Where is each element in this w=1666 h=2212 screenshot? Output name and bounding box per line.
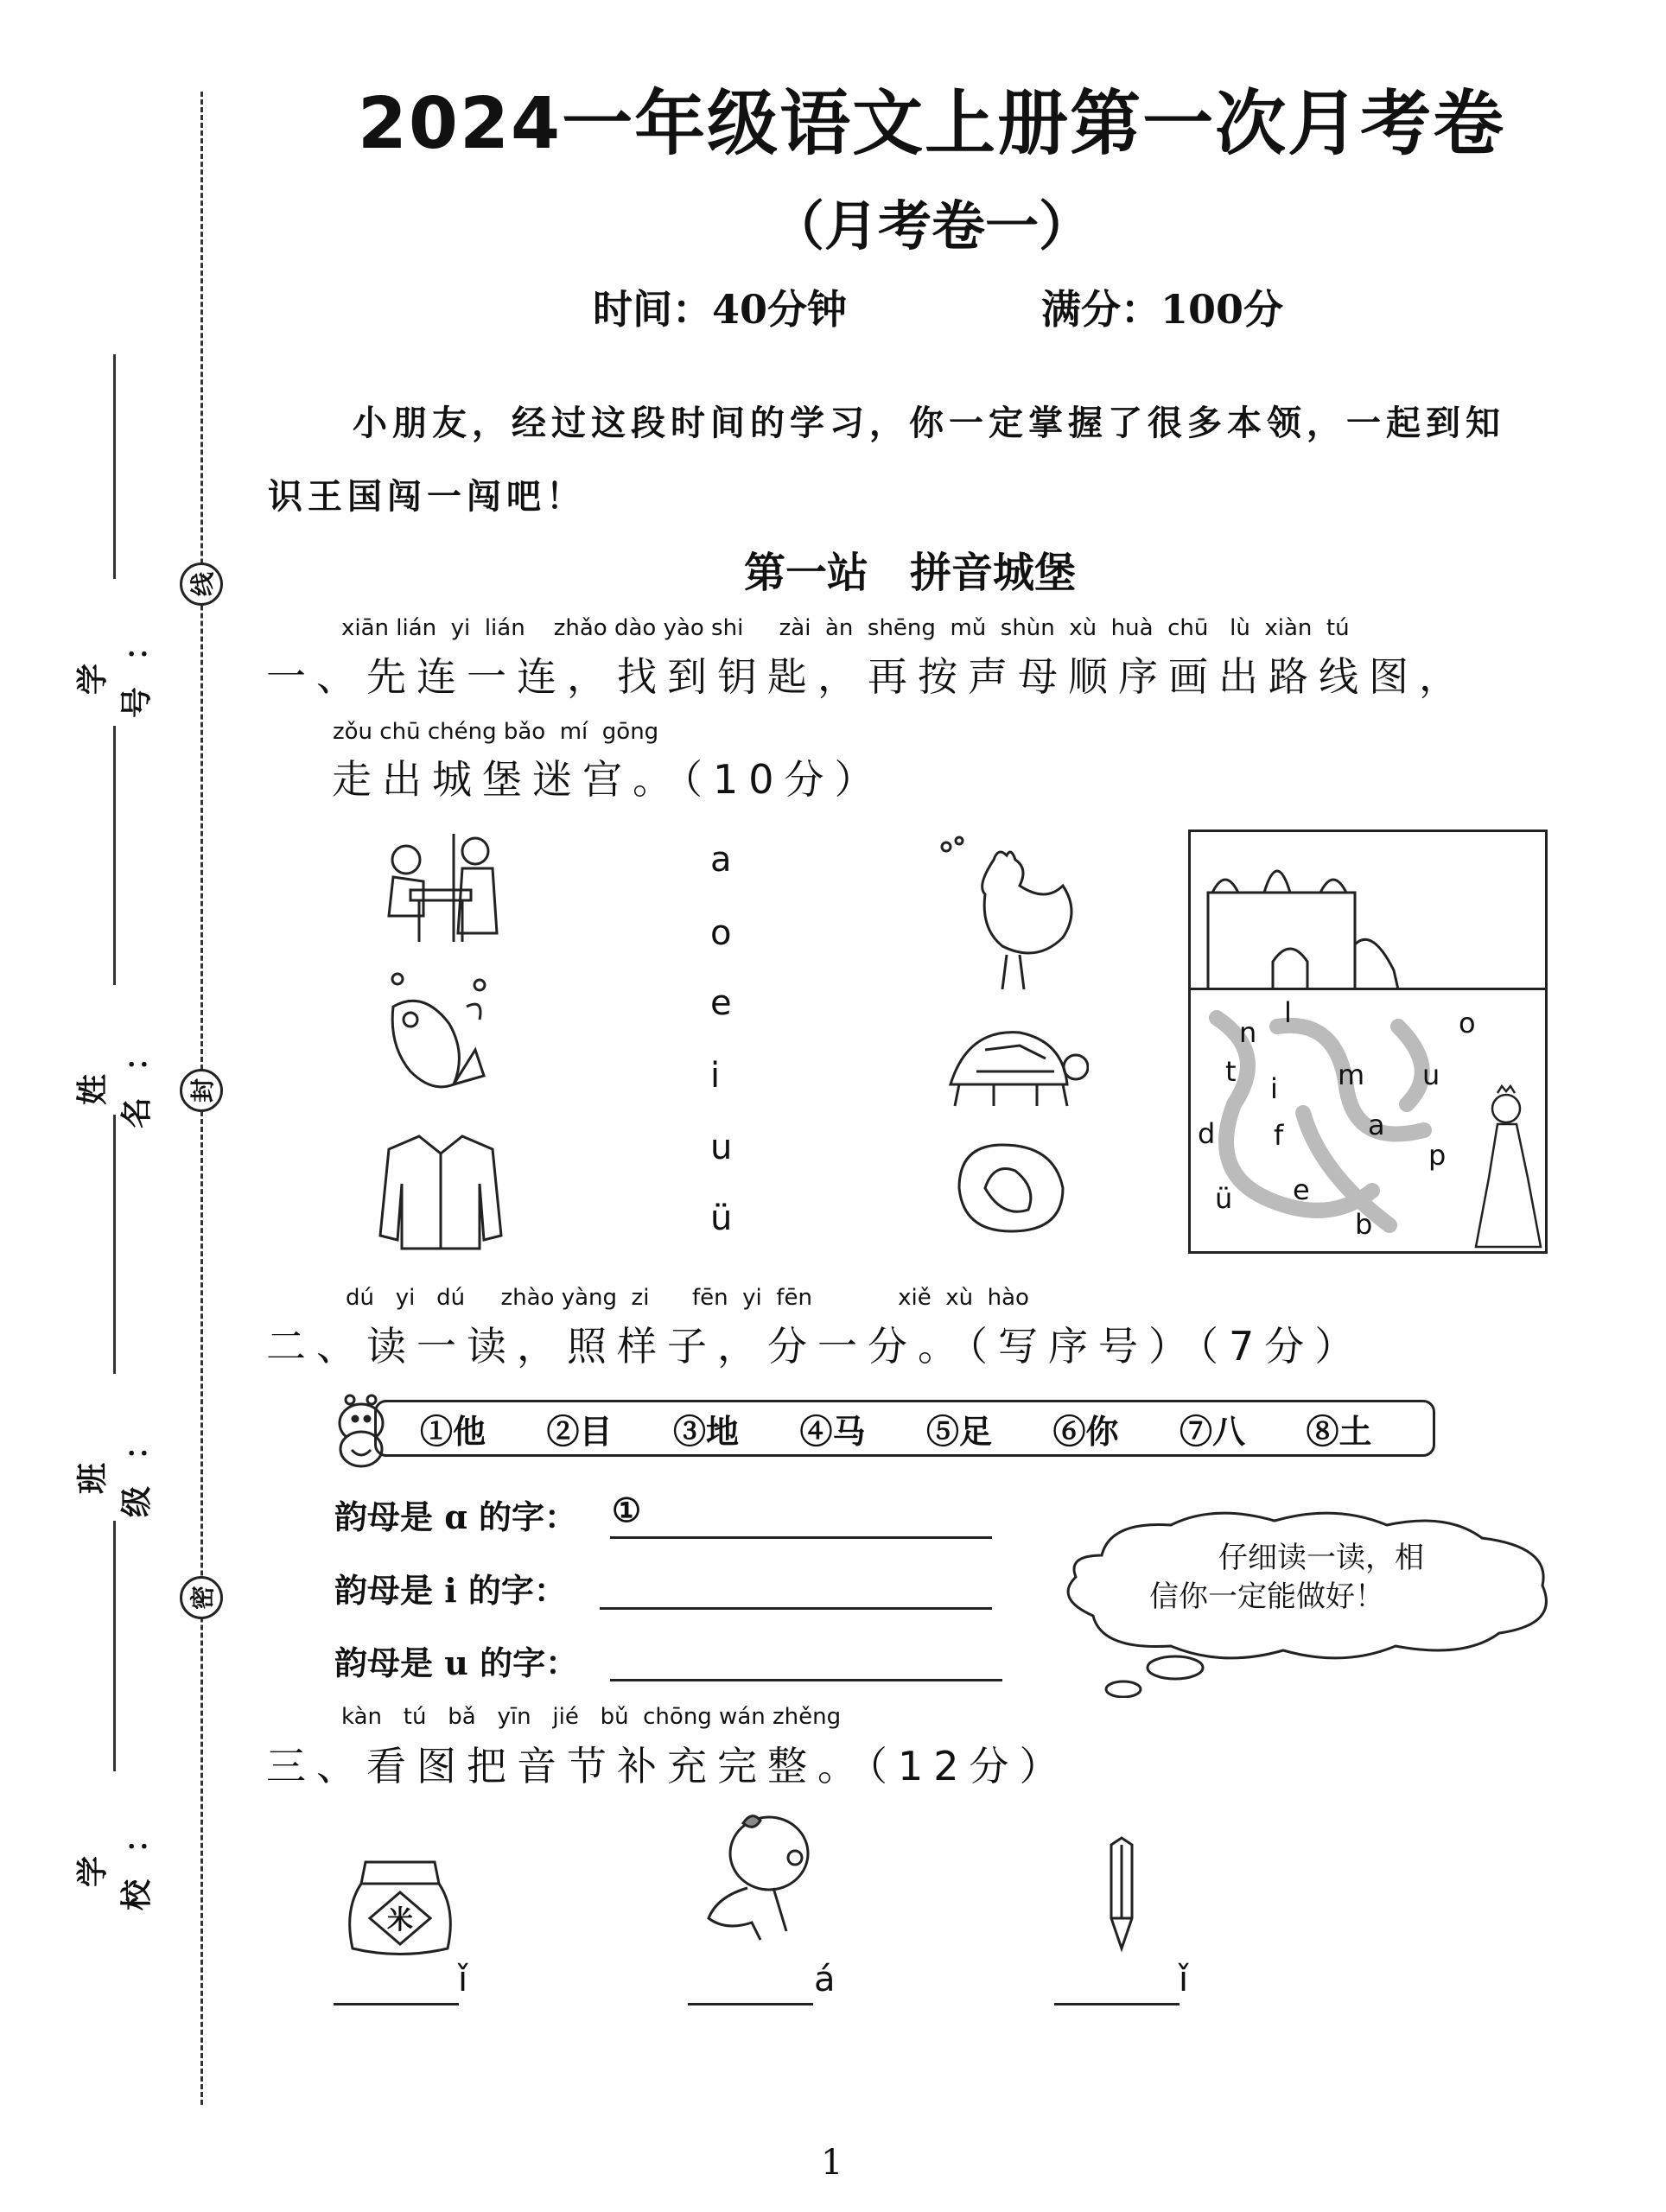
option-4: ④马 [799,1411,866,1451]
maze-letter: m [1338,1058,1365,1091]
option-3: ③地 [673,1411,740,1451]
vowel-i: i [710,1056,721,1096]
maze-letter: l [1284,996,1292,1029]
q1-title-line-1: 一、先连一连，找到钥匙，再按声母顺序画出路线图， [266,653,1469,700]
exam-time: 时间：40分钟 [593,286,848,333]
vowel-u: u [710,1128,733,1167]
page-title: 2024一年级语文上册第一次月考卷 [357,83,1506,165]
row-final-u-label: 韵母是 u 的字： [334,1643,579,1682]
maze-letter: ü [1215,1182,1233,1215]
name-field[interactable] [113,726,116,985]
class-label: 班级： [75,1402,155,1517]
seal-mi: 密 [180,1576,223,1619]
q2-pinyin: dú yi dú zhào yàng zi fēn yi fēn xiě xù hào [346,1285,1029,1311]
q3-title: 三、看图把音节补充完整。（12分） [266,1743,1070,1789]
q1-pinyin-1: xiān lián yi lián zhǎo dào yào shi zài àn shēng mǔ shùn xù huà chū lù xiàn tú [341,615,1350,641]
maze-letter: e [1293,1173,1310,1206]
character-options [374,1400,1435,1457]
rice-character: 米 [387,1905,413,1936]
maze-letter: o [1459,1007,1476,1039]
picture-doctor-patient [372,830,510,950]
seal-xian: 线 [180,563,223,606]
school-field[interactable] [113,1521,116,1771]
option-8: ⑧土 [1306,1411,1372,1451]
q2-title: 二、读一读，照样子，分一分。（写序号）（7分） [266,1323,1365,1370]
picture-pencil [1104,1836,1139,1953]
option-5: ⑤足 [926,1411,993,1451]
name-label: 姓名： [75,1014,155,1128]
cloud-text-line-2: 信你一定能做好！ [1149,1580,1384,1614]
row-final-a-blank[interactable] [610,1536,992,1539]
princess-icon [1472,1083,1545,1251]
vowel-o: o [710,913,732,953]
option-1: ①他 [420,1411,486,1451]
page-subtitle: （月考卷一） [770,194,1092,257]
option-7: ⑦八 [1180,1411,1246,1451]
blank-rice[interactable] [334,2003,459,2005]
maze-letter: f [1274,1119,1284,1152]
q3-pinyin: kàn tú bǎ yīn jié bǔ chōng wán zhěng [341,1704,842,1730]
suffix-baby: á [814,1960,836,1999]
castle-maze[interactable] [1188,830,1548,1254]
maze-letter: n [1239,1016,1257,1049]
suffix-pencil: ǐ [1179,1960,1189,1999]
option-6: ⑥你 [1052,1411,1119,1451]
page-number: 1 [821,2143,843,2183]
blank-pencil[interactable] [1054,2003,1180,2005]
student-number-label: 学号： [75,603,155,718]
intro-line-2: 识王国闯一闯吧！ [268,476,586,517]
maze-letter: b [1355,1208,1373,1241]
q1-title-line-2: 走出城堡迷宫。（10分） [332,756,885,803]
section-heading: 第一站 拼音城堡 [743,549,1076,597]
maze-letter: d [1198,1117,1216,1150]
picture-fish [372,972,510,1102]
intro-line-1: 小朋友，经过这段时间的学习，你一定掌握了很多本领，一起到知 [353,403,1505,443]
class-field[interactable] [113,1115,116,1374]
picture-jacket [372,1132,510,1253]
school-label: 学校： [75,1796,155,1910]
vowel-a: a [710,840,732,880]
full-score: 满分：100分 [1041,286,1284,333]
picture-crawling-baby [700,1810,821,1948]
option-2: ②目 [546,1411,613,1451]
picture-goose [951,1136,1080,1240]
row-final-u-blank[interactable] [610,1679,1002,1681]
maze-letter: p [1428,1139,1447,1172]
row-final-a-answer: ① [612,1491,642,1529]
maze-letter: a [1368,1109,1385,1141]
picture-rooster [933,834,1089,998]
row-final-i-label: 韵母是 i 的字： [334,1571,567,1610]
maze-divider [1191,988,1545,990]
maze-letter: i [1270,1072,1278,1105]
blank-baby[interactable] [688,2003,813,2005]
row-final-i-blank[interactable] [600,1607,992,1610]
vowel-u-umlaut: ü [710,1198,733,1238]
cloud-text-line-1: 仔细读一读，相 [1218,1541,1424,1575]
picture-turtle [933,1020,1089,1123]
castle-icon [1191,832,1545,989]
maze-letter: u [1422,1058,1440,1091]
row-final-a-label: 韵母是 ɑ 的字： [334,1497,578,1536]
seal-feng: 封 [180,1069,223,1112]
maze-letter: t [1225,1055,1237,1088]
q1-pinyin-2: zǒu chū chéng bǎo mí gōng [333,719,659,745]
suffix-rice: ǐ [458,1960,468,1999]
vowel-e: e [710,983,732,1023]
